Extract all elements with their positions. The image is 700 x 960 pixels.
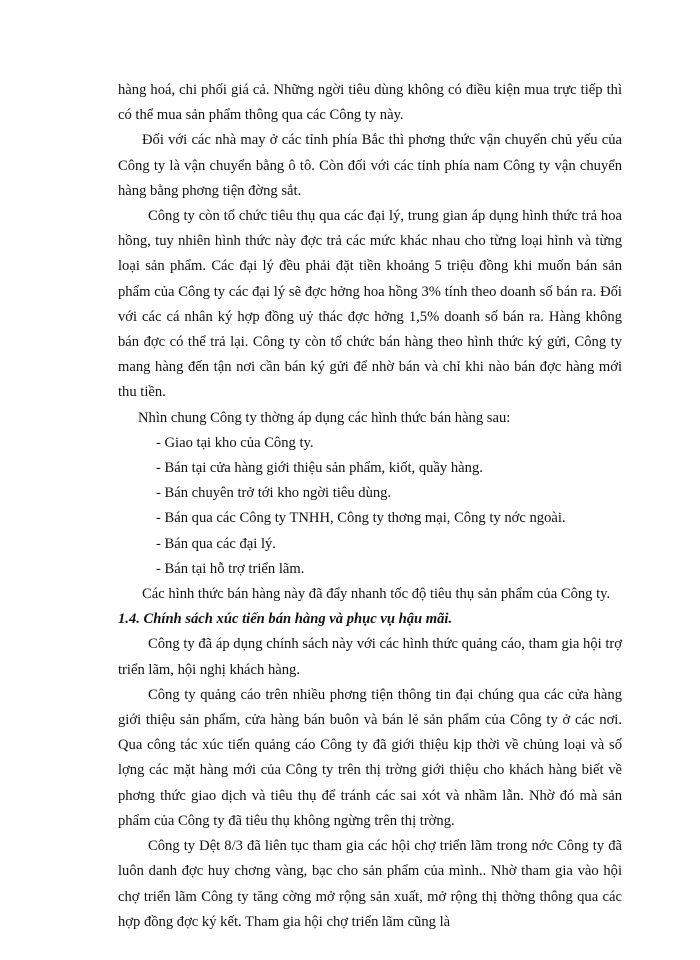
paragraph-transport: Đối với các nhà may ở các tỉnh phía Bắc thì phơng thức vận chuyển chủ yếu của Công ty là vận chuyển bằng ô tô. Còn đối với các tỉnh phía nam Công ty vận chuyển hàng bằng phơng tiện đờng sắt. [118,132,622,199]
list-item: - Bán chuyên trở tới kho ngời tiêu dùng. [156,485,392,502]
list-item: - Bán qua các Công ty TNHH, Công ty thơng mại, Công ty nớc ngoài. [156,510,566,527]
paragraph-advertising: Công ty quảng cáo trên nhiều phơng tiện thông tin đại chúng qua các cửa hàng giới thiệu sản phẩm, cửa hàng bán buôn và bán lẻ sản phẩm của Công ty ở các nơi. Qua công tác xúc tiến quảng cáo Công ty đã giới thiệu kịp thời về chủng loại và số lợng các mặt hàng mới của Công ty trên thị trờng giới thiệu cho khách hàng biết về phơng thức giao dịch và tiêu thụ để tránh các sai xót và nhầm lẫn. Nhờ đó mà sản phẩm của Công ty đã tiêu thụ không ngừng trên thị trờng. [118,686,622,829]
list-item: - Bán tại hỗ trợ triển lãm. [156,560,305,577]
section-heading: 1.4. Chính sách xúc tiến bán hàng và phục vụ hậu mãi. [118,611,453,628]
paragraph-policy: Công ty đã áp dụng chính sách này với các hình thức quảng cáo, tham gia hội trợ triển lãm, hội nghị khách hàng. [118,636,622,678]
list-item: - Bán tại cửa hàng giới thiệu sản phẩm, kiốt, quầy hàng. [156,460,483,477]
paragraph-list-summary: Các hình thức bán hàng này đã đẩy nhanh tốc độ tiêu thụ sản phẩm của Công ty. [142,586,611,603]
paragraph-fairs: Công ty Dệt 8/3 đã liên tục tham gia các hội chợ triển lãm trong nớc Công ty đã luôn danh đợc huy chơng vàng, bạc cho sản phẩm của mình.. Nhờ tham gia vào hội chợ triển lãm Công ty tăng cờng mở rộng sản xuất, mở rộng thị thờng thông qua các hợp đồng đợc ký kết. Tham gia hội chợ triển lãm cũng là [118,838,622,930]
list-item: - Giao tại kho của Công ty. [156,434,314,451]
paragraph-agents: Công ty còn tổ chức tiêu thụ qua các đại lý, trung gian áp dụng hình thức trả hoa hồng, tuy nhiên hình thức này đợc trả các mức khác nhau cho từng loại hình và từng loại sản phẩm. Các đại lý đều phải đặt tiền khoảng 5 triệu đồng khi muốn bán sản phẩm của Công ty các đại lý sẽ đợc hởng hoa hồng 3% tính theo doanh số bán ra. Đối với các cá nhân ký hợp đồng uỷ thác đợc hởng 1,5% doanh số bán ra. Hàng không bán đợc có thể trả lại. Công ty còn tổ chức bán hàng theo hình thức ký gửi, Công ty mang hàng đến tận nơi cần bán ký gửi để nhờ bán và chỉ khi nào bán đợc hàng mới thu tiền. [118,208,622,401]
paragraph-continuation: hàng hoá, chi phối giá cả. Những ngời tiêu dùng không có điều kiện mua trực tiếp thì có thể mua sản phẩm thông qua các Công ty này. [118,82,622,124]
document-body [118,78,622,935]
list-item: - Bán qua các đại lý. [156,535,276,552]
list-intro: Nhìn chung Công ty thờng áp dụng các hình thức bán hàng sau: [138,409,511,426]
